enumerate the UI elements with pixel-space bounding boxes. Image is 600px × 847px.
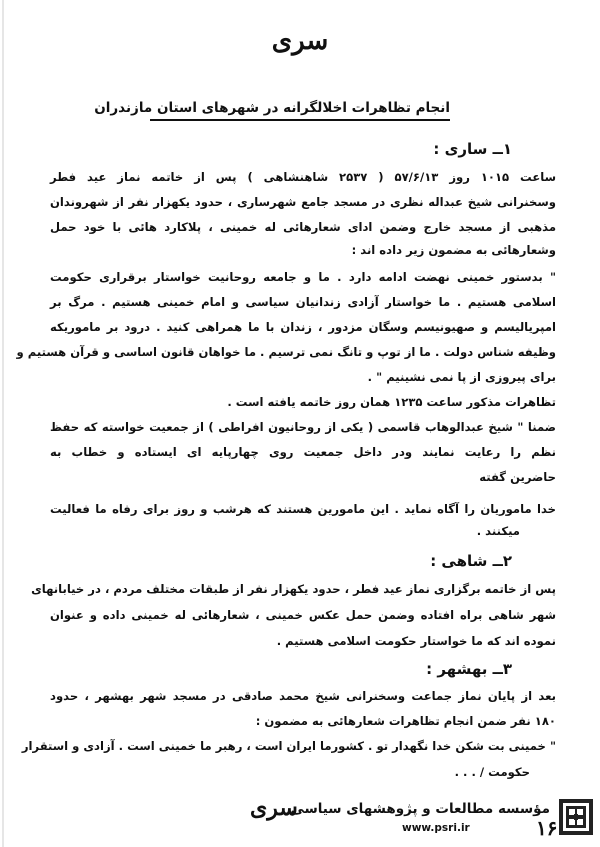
body-line: شهر شاهی براه افتاده وضمن حمل عکس خمینی ، شعارهائی له خمینی داده و عنوان (50, 608, 556, 622)
body-line: نموده اند که ما خواستار حکومت اسلامی هستیم . (276, 634, 556, 648)
body-line: نظم را رعایت نمایند ودر داخل جمعیت روی چهارپایه ای ایستاده و خطاب به (50, 445, 556, 459)
body-line: تظاهرات مذکور ساعت ۱۲۳۵ همان روز خاتمه یافته است . (227, 395, 556, 409)
body-line: ساعت ۱۰۱۵ روز ۵۷/۶/۱۳ ( ۲۵۳۷ شاهنشاهی ) پس از خاتمه نماز عید فطر (50, 170, 557, 184)
body-line: برای پیروزی از پا نمی نشینیم " . (367, 370, 556, 384)
document-title: انجام تظاهرات اخلالگرانه در شهرهای استان مازندران (150, 100, 450, 121)
body-line: بعد از پایان نماز جماعت وسخنرانی شیخ محمد صادقی در مسجد شهر بهشهر ، حدود (50, 689, 556, 703)
body-line: " خمینی بت شکن خدا نگهدار تو . کشورما ایران است ، رهبر ما خمینی است . آزادی و استقرار (21, 739, 556, 753)
classification-header: سری (271, 26, 329, 56)
section-heading-shahi: ۲ــ شاهی : (430, 552, 512, 570)
brand-url[interactable]: www.psri.ir (402, 822, 470, 834)
classification-footer: سری (250, 795, 298, 821)
body-line: وظیفه شناس دولت . ما از توپ و تانگ نمی ترسیم . ما خواهان قانون اساسی و قرآن هستیم و (16, 345, 556, 359)
body-line: وشعارهائی به مضمون زیر داده اند : (351, 243, 556, 257)
body-line: میکنند . (476, 524, 520, 538)
body-line: امپریالیسم و صهیونیسم وسگان مزدور ، زندان با ما همراهی کنید . درود بر ماموریکه (50, 320, 556, 334)
page-number: ۱۶ (536, 816, 558, 840)
psri-logo-icon (559, 799, 593, 835)
body-line: پس از خاتمه برگزاری نماز عید فطر ، حدود یکهزار نفر از طبقات مختلف مردم ، در خیابانهای (31, 582, 556, 596)
body-line: مذهبی از مسجد خارج وضمن ادای شعارهائی له خمینی ، پلاکارد هائی با خود حمل (50, 220, 556, 234)
body-line: اسلامی هستیم . ما خواستار آزادی زندانیان سیاسی و امام خمینی هستیم . مرگ بر (50, 295, 556, 309)
body-line: ضمنا " شیخ عبدالوهاب قاسمی ( یکی از روحانیون افراطی ) از جمعیت خواسته که حفظ (50, 420, 556, 434)
body-line: وسخنرانی شیخ عبداله نظری در مسجد جامع شهرساری ، حدود یکهزار نفر از شهروندان (50, 195, 556, 209)
body-line: حکومت / . . . (454, 765, 530, 779)
body-line: حاضرین گفته (479, 470, 556, 484)
body-line: خدا ماموریان را آگاه نماید . این مامورین هستند که هرشب و روز برای رفاه ما فعالیت (50, 502, 556, 516)
section-heading-sari: ۱ــ ساری : (433, 140, 512, 158)
section-heading-behshahr: ۳ــ بهشهر : (426, 660, 512, 678)
body-line: ۱۸۰ نفر ضمن انجام تظاهرات شعارهائی به مضمون : (255, 714, 556, 728)
brand-name: مؤسسه مطالعات و پژوهشهای سیاسی (290, 801, 550, 817)
body-line: " بدستور خمینی نهضت ادامه دارد . ما و جامعه روحانیت خواستار برقراری حکومت (50, 270, 556, 284)
scan-edge (2, 0, 4, 847)
